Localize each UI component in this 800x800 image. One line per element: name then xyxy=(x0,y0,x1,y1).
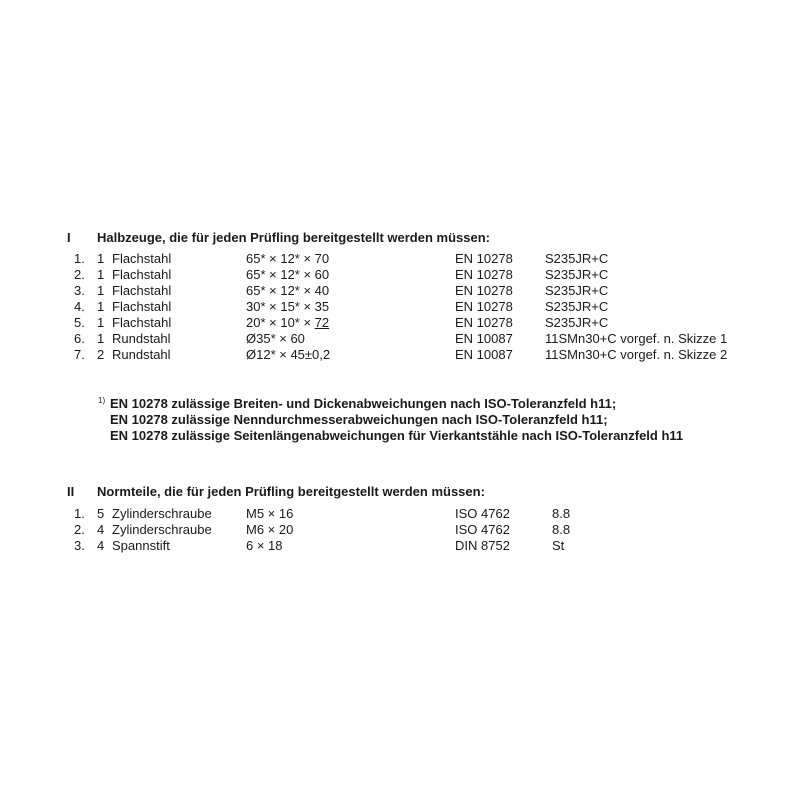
table-row xyxy=(0,251,800,267)
table-row xyxy=(0,347,800,363)
row-material: S235JR+C xyxy=(545,299,609,314)
row-dimension: Ø35* × 60 xyxy=(246,331,305,346)
row-dimension: M5 × 16 xyxy=(246,506,294,521)
row-name: Zylinderschraube xyxy=(112,522,212,537)
row-dimension-underlined: 72 xyxy=(314,315,330,330)
row-quantity: 4 xyxy=(97,538,105,553)
row-name: Rundstahl xyxy=(112,331,171,346)
row-dimension: Ø12* × 45±0,2 xyxy=(246,347,331,362)
row-number: 5. xyxy=(74,315,85,330)
row-quantity: 2 xyxy=(97,347,105,362)
row-material: S235JR+C xyxy=(545,283,609,298)
row-number: 2. xyxy=(74,267,85,282)
table-row xyxy=(0,267,800,283)
row-number: 3. xyxy=(74,283,85,298)
row-norm: EN 10278 xyxy=(455,315,513,330)
row-name: Flachstahl xyxy=(112,251,172,266)
row-dimension: 30* × 15* × 35 xyxy=(246,299,330,314)
row-material: 11SMn30+C vorgef. n. Skizze 2 xyxy=(545,347,728,362)
row-material: St xyxy=(552,538,565,553)
row-dimension: 65* × 12* × 70 xyxy=(246,251,330,266)
row-name: Flachstahl xyxy=(112,267,172,282)
row-dimension: M6 × 20 xyxy=(246,522,294,537)
section-2-number: II xyxy=(67,484,75,499)
row-material: 8.8 xyxy=(552,506,571,521)
table-row xyxy=(0,315,800,331)
row-name: Zylinderschraube xyxy=(112,506,212,521)
table-row xyxy=(0,506,800,522)
row-material: 8.8 xyxy=(552,522,571,537)
row-name: Flachstahl xyxy=(112,299,172,314)
table-row xyxy=(0,283,800,299)
row-name: Flachstahl xyxy=(112,283,172,298)
row-name: Spannstift xyxy=(112,538,170,553)
row-quantity: 1 xyxy=(97,299,105,314)
row-quantity: 4 xyxy=(97,522,105,537)
row-dimension: 6 × 18 xyxy=(246,538,283,553)
footnote-line: EN 10278 zulässige Breiten- und Dickenabweichungen nach ISO-Toleranzfeld h11; xyxy=(110,396,617,411)
row-quantity: 1 xyxy=(97,315,105,330)
row-norm: EN 10278 xyxy=(455,283,513,298)
row-quantity: 1 xyxy=(97,267,105,282)
row-material: S235JR+C xyxy=(545,267,609,282)
footnote-mark: 1) xyxy=(98,396,106,405)
section-2-title: Normteile, die für jeden Prüfling bereitgestellt werden müssen: xyxy=(97,484,485,499)
row-material: S235JR+C xyxy=(545,315,609,330)
footnote-line: EN 10278 zulässige Seitenlängenabweichungen für Vierkantstähle nach ISO-Toleranzfeld h11 xyxy=(110,428,684,443)
row-number: 6. xyxy=(74,331,85,346)
section-1-title: Halbzeuge, die für jeden Prüfling bereitgestellt werden müssen: xyxy=(97,230,490,245)
row-quantity: 1 xyxy=(97,251,105,266)
row-quantity: 5 xyxy=(97,506,105,521)
row-number: 3. xyxy=(74,538,85,553)
row-number: 1. xyxy=(74,251,85,266)
row-dimension xyxy=(246,315,329,331)
row-number: 4. xyxy=(74,299,85,314)
row-dimension-prefix: 20* × 10* × xyxy=(246,315,315,330)
row-name: Rundstahl xyxy=(112,347,171,362)
row-norm: EN 10087 xyxy=(455,331,513,346)
row-norm: DIN 8752 xyxy=(455,538,510,553)
row-number: 7. xyxy=(74,347,85,362)
row-norm: EN 10278 xyxy=(455,267,513,282)
row-dimension: 65* × 12* × 40 xyxy=(246,283,330,298)
row-material: 11SMn30+C vorgef. n. Skizze 1 xyxy=(545,331,728,346)
row-quantity: 1 xyxy=(97,331,105,346)
row-norm: ISO 4762 xyxy=(455,522,510,537)
row-norm: EN 10087 xyxy=(455,347,513,362)
table-row xyxy=(0,522,800,538)
row-norm: ISO 4762 xyxy=(455,506,510,521)
table-row xyxy=(0,538,800,554)
row-name: Flachstahl xyxy=(112,315,172,330)
row-material: S235JR+C xyxy=(545,251,609,266)
row-norm: EN 10278 xyxy=(455,251,513,266)
row-number: 1. xyxy=(74,506,85,521)
table-row xyxy=(0,299,800,315)
row-dimension: 65* × 12* × 60 xyxy=(246,267,330,282)
row-norm: EN 10278 xyxy=(455,299,513,314)
row-quantity: 1 xyxy=(97,283,105,298)
section-1-number: I xyxy=(67,230,71,245)
footnote-line: EN 10278 zulässige Nenndurchmesserabweichungen nach ISO-Toleranzfeld h11; xyxy=(110,412,608,427)
table-row xyxy=(0,331,800,347)
row-number: 2. xyxy=(74,522,85,537)
